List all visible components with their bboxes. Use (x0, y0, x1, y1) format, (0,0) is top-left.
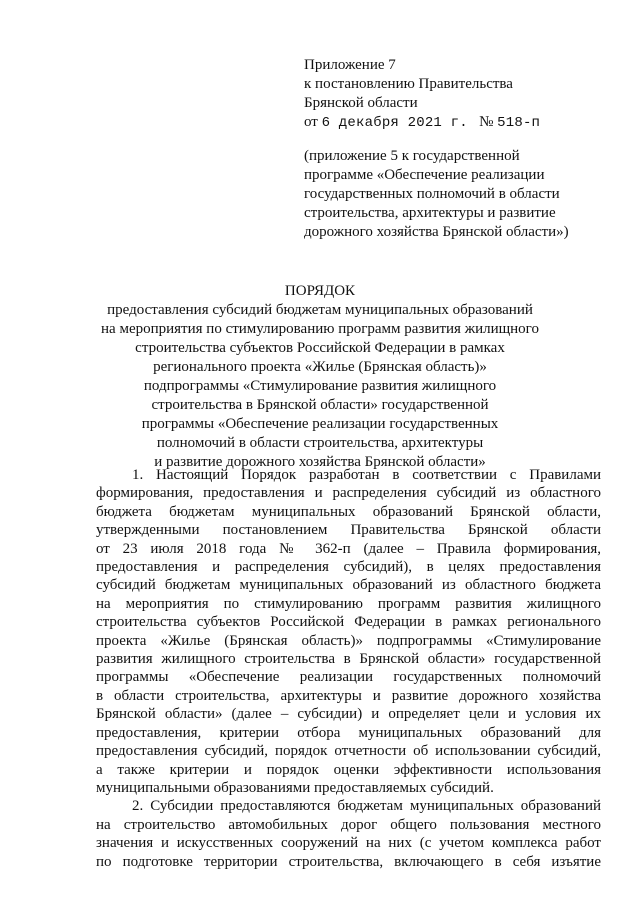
body-line: на мероприятия по стимулированию программ развития жилищного (96, 595, 601, 612)
resolution-date: 6 декабря 2021 г. (321, 115, 468, 131)
program-reference-line: строительства, архитектуры и развитие (304, 205, 556, 221)
program-reference-line: (приложение 5 к государственной (304, 148, 520, 164)
paragraph-1 (96, 466, 601, 797)
appendix-date-line (304, 113, 604, 133)
title-line: строительства субъектов Российской Федерации в рамках (135, 340, 505, 356)
body-line: значения и искусственных сооружений на них (с учетом комплекса работ (96, 835, 601, 852)
body-line: муниципальными образованиями предоставляемых субсидий. (96, 779, 494, 796)
body-line: на строительство автомобильных дорог общего пользования местного (96, 816, 601, 833)
body-line: предоставления, критерии отбора муниципальных образований для (96, 724, 601, 741)
body-line: проекта «Жилье (Брянская область)» подпрограммы «Стимулирование (96, 632, 601, 649)
body-line: 1. Настоящий Порядок разработан в соответствии с Правилами (132, 467, 601, 483)
body-line: в области строительства, архитектуры и развитие дорожного хозяйства (96, 687, 601, 704)
program-reference-line: государственных полномочий в области (304, 186, 560, 202)
appendix-line: Брянской области (304, 95, 418, 111)
body-line: развития жилищного строительства в Брянской области» государственной (96, 651, 601, 668)
title-line: регионального проекта «Жилье (Брянская область)» (153, 359, 487, 375)
title-line: и развитие дорожного хозяйства Брянской области» (154, 454, 486, 470)
program-reference-line: программе «Обеспечение реализации (304, 167, 545, 183)
body-line: а также критерии и порядок оценки эффективности использования (96, 761, 601, 778)
document-heading: ПОРЯДОК (284, 283, 356, 299)
body-line: по подготовке территории строительства, включающего в себя изъятие (96, 853, 601, 870)
body-line: Брянской области» (далее – субсидии) и определяет цели и условия их (96, 706, 601, 723)
body-line: 2. Субсидии предоставляются бюджетам муниципальных образований (132, 798, 601, 815)
body-line: бюджета бюджетам муниципальных образований Брянской области, (96, 503, 601, 520)
appendix-line: Приложение 7 (304, 57, 396, 73)
body-line: программы «Обеспечение реализации государственных полномочий (96, 669, 601, 686)
appendix-line: к постановлению Правительства (304, 76, 513, 92)
title-line: на мероприятия по стимулированию программ развития жилищного (101, 321, 539, 337)
body-line: предоставления и распределения субсидий), в целях предоставления (96, 559, 601, 576)
appendix-header (304, 56, 604, 242)
program-reference-line: дорожного хозяйства Брянской области») (304, 224, 569, 240)
document-title-block (60, 282, 580, 472)
document-body (96, 466, 601, 871)
resolution-number: 518-п (497, 115, 541, 131)
title-line: строительства в Брянской области» государственной (151, 397, 489, 413)
title-line: полномочий в области строительства, архитектуры (156, 435, 484, 451)
body-line: формирования, предоставления и распределения субсидий из областного (96, 485, 601, 502)
paragraph-2 (96, 797, 601, 871)
title-line: подпрограммы «Стимулирование развития жилищного (143, 378, 497, 394)
number-sign: № (479, 114, 494, 130)
body-line: утвержденными постановлением Правительства Брянской области (96, 522, 601, 539)
body-line: субсидий бюджетам муниципальных образований из областного бюджета (96, 577, 601, 594)
date-prefix: от (304, 114, 318, 130)
body-line: строительства субъектов Российской Федерации в рамках регионального (96, 614, 601, 631)
title-line: программы «Обеспечение реализации государственных (141, 416, 499, 432)
title-line: предоставления субсидий бюджетам муниципальных образований (107, 302, 533, 318)
body-line: от 23 июля 2018 года № 362-п (далее – Правила формирования, (96, 540, 601, 557)
body-line: предоставления субсидий, порядок отчетности об использовании субсидий, (96, 743, 601, 760)
